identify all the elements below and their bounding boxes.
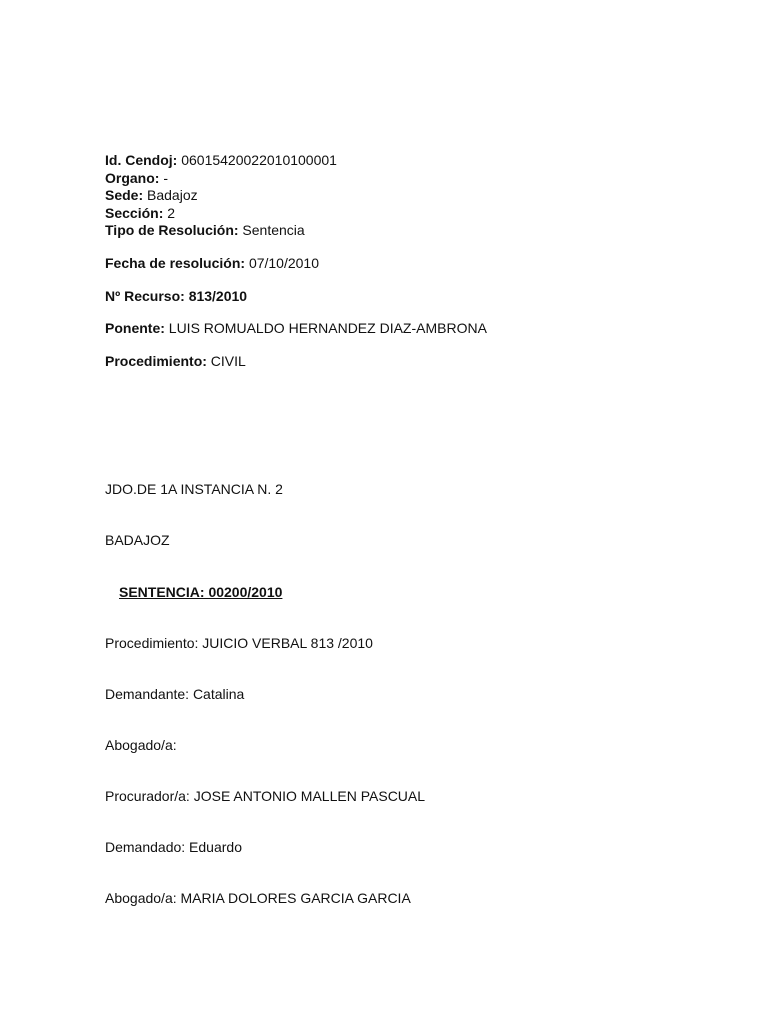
demandado-line: Demandado: Eduardo — [105, 839, 242, 855]
id-cendoj-row — [105, 151, 337, 169]
tipo-resolucion-label: Tipo de Resolución: — [105, 222, 239, 238]
recurso-row — [105, 287, 247, 305]
abogado-line-1: Abogado/a: — [105, 737, 177, 753]
procedimiento-value: CIVIL — [210, 353, 246, 369]
organo-label: Organo: — [105, 170, 160, 186]
procurador-line: Procurador/a: JOSE ANTONIO MALLEN PASCUAL — [105, 788, 426, 804]
seccion-label: Sección: — [105, 205, 164, 221]
ponente-label: Ponente: — [105, 320, 165, 336]
demandante-line: Demandante: Catalina — [105, 686, 245, 702]
procedimiento-line: Procedimiento: JUICIO VERBAL 813 /2010 — [105, 635, 373, 651]
sentencia-heading: SENTENCIA: 00200/2010 — [119, 584, 283, 600]
tipo-resolucion-value: Sentencia — [242, 222, 305, 238]
seccion-value: 2 — [167, 205, 176, 221]
ponente-value: LUIS ROMUALDO HERNANDEZ DIAZ-AMBRONA — [168, 320, 487, 336]
id-cendoj-label: Id. Cendoj: — [105, 152, 178, 168]
ciudad-line: BADAJOZ — [105, 532, 170, 548]
sede-label: Sede: — [105, 187, 144, 203]
id-cendoj-value: 06015420022010100001 — [181, 152, 337, 168]
juzgado-line: JDO.DE 1A INSTANCIA N. 2 — [105, 481, 283, 497]
sede-row — [105, 186, 198, 204]
tipo-resolucion-row — [105, 221, 305, 239]
ponente-row — [105, 319, 487, 337]
seccion-row — [105, 204, 175, 222]
fecha-resolucion-label: Fecha de resolución: — [105, 255, 246, 271]
fecha-resolucion-row — [105, 254, 319, 272]
procedimiento-label: Procedimiento: — [105, 353, 207, 369]
fecha-resolucion-value: 07/10/2010 — [248, 255, 320, 271]
organo-row — [105, 169, 168, 187]
recurso-label: Nº Recurso: — [105, 288, 185, 304]
abogado-line-2: Abogado/a: MARIA DOLORES GARCIA GARCIA — [105, 890, 411, 906]
organo-value: - — [163, 170, 169, 186]
procedimiento-row — [105, 352, 246, 370]
sede-value: Badajoz — [147, 187, 198, 203]
recurso-value: 813/2010 — [188, 288, 248, 304]
